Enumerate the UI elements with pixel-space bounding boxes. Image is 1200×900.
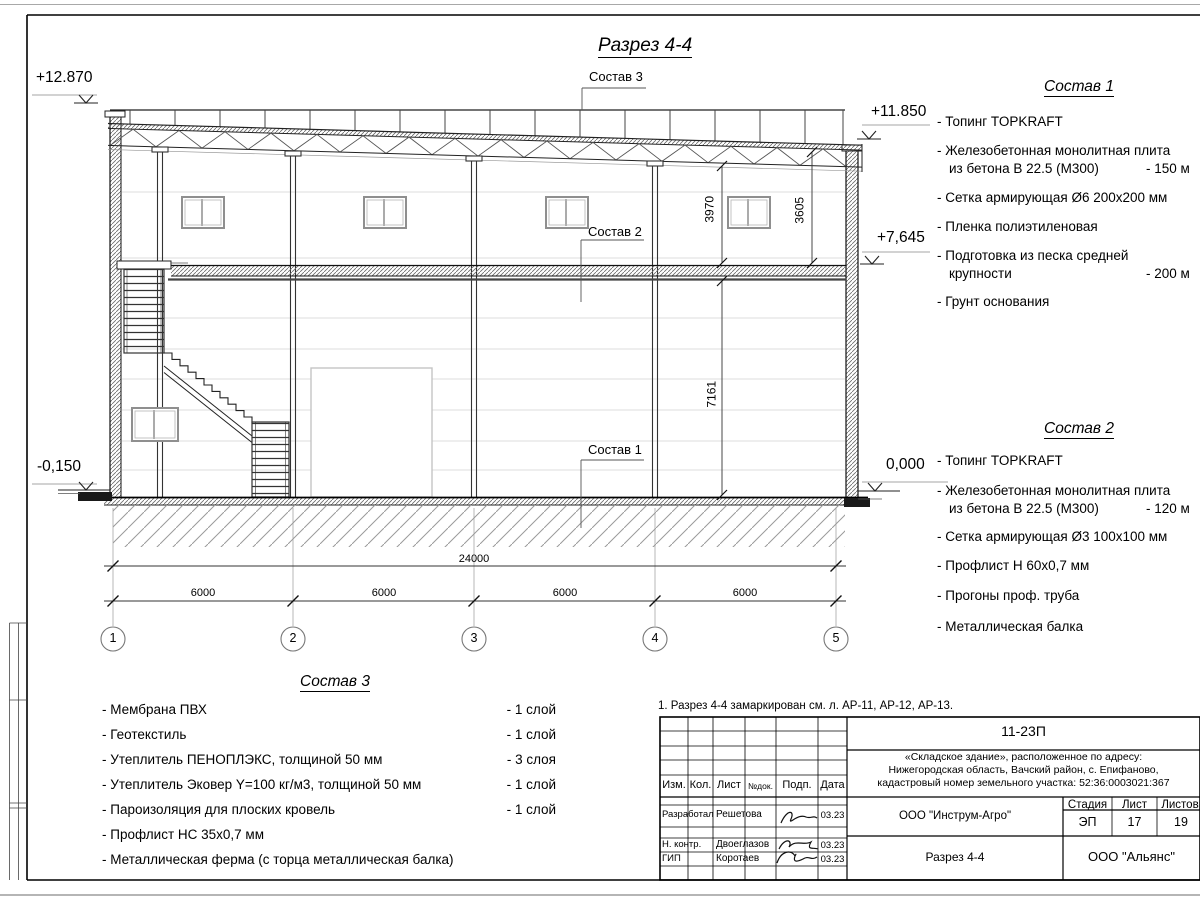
sostav3-item-value: - 1 слой — [506, 802, 556, 817]
sostav2-item: - Железобетонная монолитная плита — [937, 483, 1171, 498]
stamp-drawing-name: Разрез 4-4 — [925, 850, 985, 864]
stamp-col-list: Лист — [717, 779, 741, 791]
sostav2-item: - Сетка армирующая Ø3 100x100 мм — [937, 529, 1168, 544]
axis-label: 2 — [289, 631, 297, 645]
signature — [781, 812, 817, 823]
second-floor-slab — [121, 266, 846, 280]
axis-label: 4 — [651, 631, 659, 645]
leader-lines — [581, 88, 646, 528]
sostav1-item: - Железобетонная монолитная плита — [937, 143, 1171, 158]
dim-height: 7161 — [704, 380, 719, 408]
stamp-row-name: Решетова — [716, 809, 762, 820]
window — [132, 408, 178, 441]
elevation-outside: -0,150 — [37, 458, 81, 475]
sostav2-item: из бетона В 22.5 (М300) — [949, 501, 1099, 516]
sostav3-item: - Пароизоляция для плоских кровель — [102, 802, 336, 817]
sostav1-item-value: - 150 м — [1146, 161, 1190, 176]
sostav3-item: - Профлист НС 35х0,7 мм — [102, 827, 264, 842]
equipment-box — [311, 368, 432, 497]
stamp-org: ООО "Инструм-Агро" — [898, 810, 1012, 822]
left-wall — [105, 111, 125, 497]
sheet-note: 1. Разрез 4-4 замаркирован см. л. АР-11, АР-12, АР-13. — [658, 700, 954, 712]
left-attribute-table — [10, 623, 28, 880]
sostav3-item-value: - 1 слой — [506, 702, 556, 717]
stamp-object-line: Нижегородская область, Вачский район, с. Епифаново, — [888, 764, 1159, 776]
soil-hatch — [113, 505, 845, 547]
sostav3-item-value: - 3 слоя — [506, 752, 556, 767]
stamp-stage-value: ЭП — [1078, 815, 1097, 829]
page-title: Разрез 4-4 — [598, 35, 693, 56]
stamp-sheet-value: 17 — [1127, 815, 1142, 829]
sostav2-item: - Профлист Н 60х0,7 мм — [937, 558, 1090, 573]
sostav1-item-value: - 200 м — [1146, 266, 1190, 281]
wall-panel-joints — [122, 192, 845, 470]
stamp-object-line: «Складское здание», расположенное по адресу: — [904, 751, 1143, 763]
sostav1-item: крупности — [949, 266, 1012, 281]
sostav2-item: - Топинг TOPKRAFT — [937, 453, 1063, 468]
sostav2-item: - Прогоны проф. труба — [937, 588, 1080, 603]
elevation-roof: +11.850 — [871, 103, 927, 120]
sostav3-item-value: - 1 слой — [506, 727, 556, 742]
signature — [777, 852, 817, 863]
window — [182, 197, 224, 228]
dim-height: 3970 — [702, 195, 717, 223]
callout-sostav3: Состав 3 — [589, 69, 643, 84]
sostav3-title: Состав 3 — [300, 674, 370, 692]
sostav2-title: Состав 2 — [1044, 421, 1114, 439]
stamp-object-line: кадастровый номер земельного участка: 52:36:0003021:367 — [877, 777, 1170, 789]
dim-bay: 6000 — [732, 587, 758, 599]
stamp-col-kol: Кол. — [689, 779, 712, 791]
stamp-col-podp: Подп. — [782, 779, 812, 791]
stamp-row-date: 03.23 — [820, 810, 845, 821]
dim-height: 3605 — [792, 196, 807, 224]
dim-bay: 6000 — [552, 587, 578, 599]
stamp-row-role: ГИП — [662, 853, 681, 864]
sostav2-item-value: - 120 м — [1146, 501, 1190, 516]
stamp-row-name: Коротаев — [716, 853, 760, 864]
sostav3-item: - Утеплитель ПЕНОПЛЭКС, толщиной 50 мм — [102, 752, 383, 767]
stamp-company: ООО "Альянс" — [1088, 849, 1175, 864]
sostav1-title: Состав 1 — [1044, 79, 1114, 97]
roof-truss — [108, 124, 862, 173]
signature — [779, 841, 818, 849]
sostav3-item-value: - 1 слой — [506, 777, 556, 792]
window — [546, 197, 588, 228]
stamp-row-date: 03.23 — [820, 840, 845, 851]
sostav1-item: - Подготовка из песка средней — [937, 248, 1129, 263]
stamp-sheet-label: Лист — [1122, 799, 1147, 811]
window — [364, 197, 406, 228]
sostav1-item: - Пленка полиэтиленовая — [937, 219, 1098, 234]
window — [728, 197, 770, 228]
stamp-stage-label: Стадия — [1067, 799, 1108, 811]
right-wall — [842, 145, 862, 497]
axis-label: 5 — [832, 631, 840, 645]
elevation-ground: 0,000 — [886, 456, 925, 473]
sostav3-item: - Металлическая ферма (с торца металлическая балка) — [102, 852, 454, 867]
sostav3-item: - Мембрана ПВХ — [102, 702, 207, 717]
stamp-row-date: 03.23 — [820, 854, 845, 865]
stamp-doc-number: 11-23П — [1001, 723, 1046, 739]
sostav1-item: - Топинг TOPKRAFT — [937, 114, 1063, 129]
sostav1-item: из бетона В 22.5 (М300) — [949, 161, 1099, 176]
sostav1-item: - Сетка армирующая Ø6 200x200 мм — [937, 190, 1168, 205]
dim-total: 24000 — [458, 553, 490, 565]
sostav3-item: - Утеплитель Эковер Y=100 кг/м3, толщиной 50 мм — [102, 777, 422, 792]
dim-bay: 6000 — [371, 587, 397, 599]
stamp-col-izm: Изм. — [662, 779, 686, 791]
elevation-floor2: +7,645 — [877, 229, 925, 246]
stamp-col-data: Дата — [820, 779, 845, 791]
stamp-sheets-value: 19 — [1174, 815, 1188, 829]
stamp-col-ndok: №док. — [748, 781, 773, 791]
stamp-row-name: Двоеглазов — [716, 839, 770, 850]
sostav3-item: - Геотекстиль — [102, 727, 187, 742]
stamp-row-role: Н. контр. — [662, 839, 702, 850]
sostav1-item: - Грунт основания — [937, 294, 1050, 309]
dim-bay: 6000 — [190, 587, 216, 599]
sostav2-item: - Металлическая балка — [937, 619, 1084, 634]
ground-slab — [104, 498, 868, 506]
elevation-parapet: +12.870 — [36, 69, 93, 86]
callout-sostav1: Состав 1 — [588, 442, 642, 457]
callout-sostav2: Состав 2 — [588, 224, 642, 239]
stamp-sheets-label: Листов — [1161, 799, 1199, 811]
axis-label: 1 — [109, 631, 117, 645]
axis-label: 3 — [470, 631, 478, 645]
stamp-row-role: Разработал — [662, 809, 714, 820]
